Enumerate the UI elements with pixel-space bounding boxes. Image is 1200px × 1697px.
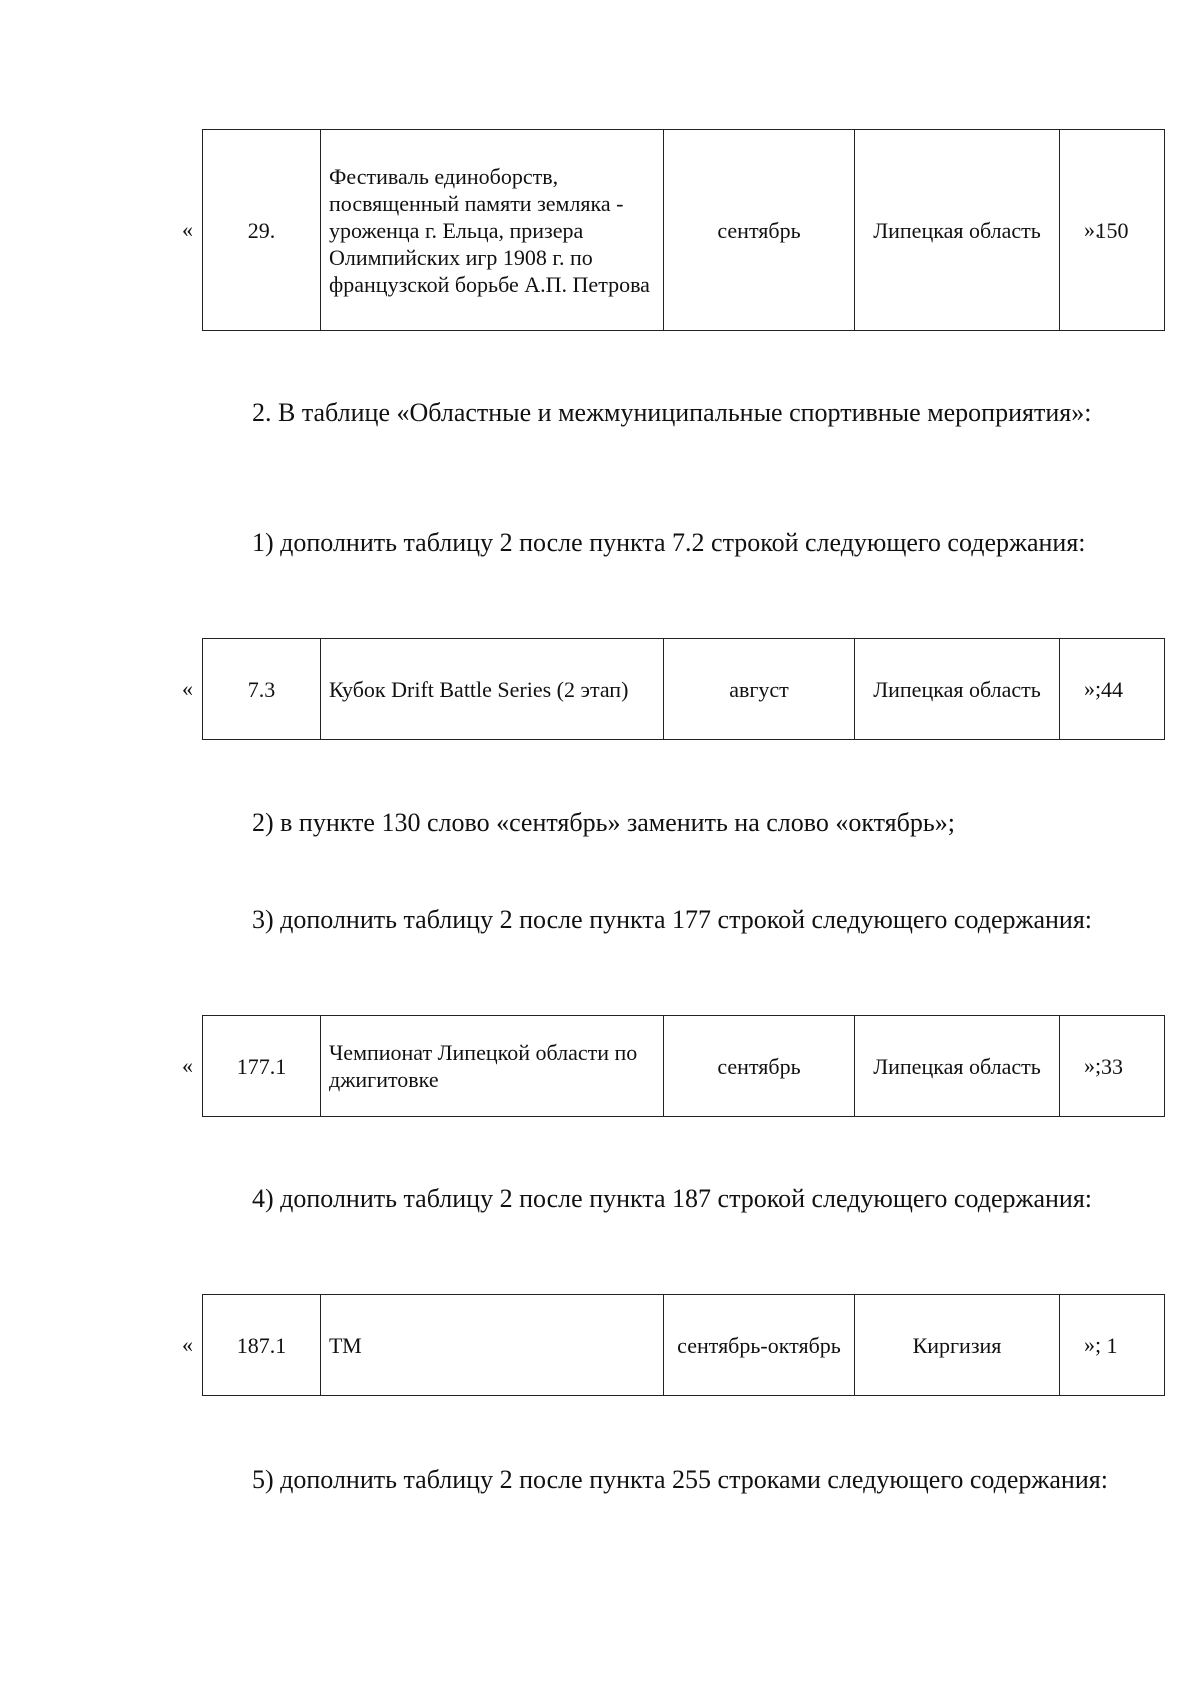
paragraph-2-3: 3) дополнить таблицу 2 после пункта 177 строкой следующего содержания: bbox=[252, 905, 1092, 934]
event-date: сентябрь bbox=[664, 130, 855, 331]
event-table bbox=[202, 129, 1165, 331]
paragraph-2-1: 1) дополнить таблицу 2 после пункта 7.2 строкой следующего содержания: bbox=[252, 528, 1086, 557]
item-number: 177.1 bbox=[203, 1016, 321, 1117]
paragraph-2-2: 2) в пункте 130 слово «сентябрь» заменить на слово «октябрь»; bbox=[252, 808, 955, 837]
participants-count: 1 bbox=[1060, 1295, 1165, 1396]
close-quote: ». bbox=[1084, 217, 1101, 242]
event-name: Чемпионат Липецкой области по джигитовке bbox=[321, 1016, 664, 1117]
event-date: сентябрь-октябрь bbox=[664, 1295, 855, 1396]
close-quote: »; bbox=[1084, 676, 1102, 701]
table-row-187-1 bbox=[178, 1294, 1118, 1396]
item-number: 29. bbox=[203, 130, 321, 331]
event-place: Липецкая область bbox=[855, 130, 1060, 331]
event-place: Киргизия bbox=[855, 1295, 1060, 1396]
event-date: сентябрь bbox=[664, 1016, 855, 1117]
close-quote: »; bbox=[1084, 1053, 1102, 1078]
paragraph-2-5: 5) дополнить таблицу 2 после пункта 255 строками следующего содержания: bbox=[252, 1465, 1108, 1494]
item-number: 7.3 bbox=[203, 639, 321, 740]
event-table bbox=[202, 1294, 1165, 1396]
participants-count: 33 bbox=[1060, 1016, 1165, 1117]
event-table bbox=[202, 1015, 1165, 1117]
open-quote: « bbox=[182, 676, 193, 701]
participants-count: 150 bbox=[1060, 130, 1165, 331]
paragraph-2-4: 4) дополнить таблицу 2 после пункта 187 строкой следующего содержания: bbox=[252, 1184, 1092, 1213]
participants-count: 44 bbox=[1060, 639, 1165, 740]
close-quote: »; bbox=[1084, 1332, 1102, 1357]
paragraph-2: 2. В таблице «Областные и межмуниципальные спортивные мероприятия»: bbox=[252, 398, 1092, 427]
event-place: Липецкая область bbox=[855, 1016, 1060, 1117]
event-name: Кубок Drift Battle Series (2 этап) bbox=[321, 639, 664, 740]
open-quote: « bbox=[182, 217, 193, 242]
open-quote: « bbox=[182, 1053, 193, 1078]
event-table bbox=[202, 638, 1165, 740]
event-date: август bbox=[664, 639, 855, 740]
item-number: 187.1 bbox=[203, 1295, 321, 1396]
event-place: Липецкая область bbox=[855, 639, 1060, 740]
event-name: Фестиваль единоборств, посвященный памяти земляка - уроженца г. Ельца, призера Олимпийских игр 1908 г. по французской борьбе А.П. Петрова bbox=[321, 130, 664, 331]
event-name: ТМ bbox=[321, 1295, 664, 1396]
open-quote: « bbox=[182, 1332, 193, 1357]
table-row-177-1 bbox=[178, 1015, 1123, 1117]
table-row-7-3 bbox=[178, 638, 1123, 740]
table-row-29 bbox=[178, 129, 1129, 331]
